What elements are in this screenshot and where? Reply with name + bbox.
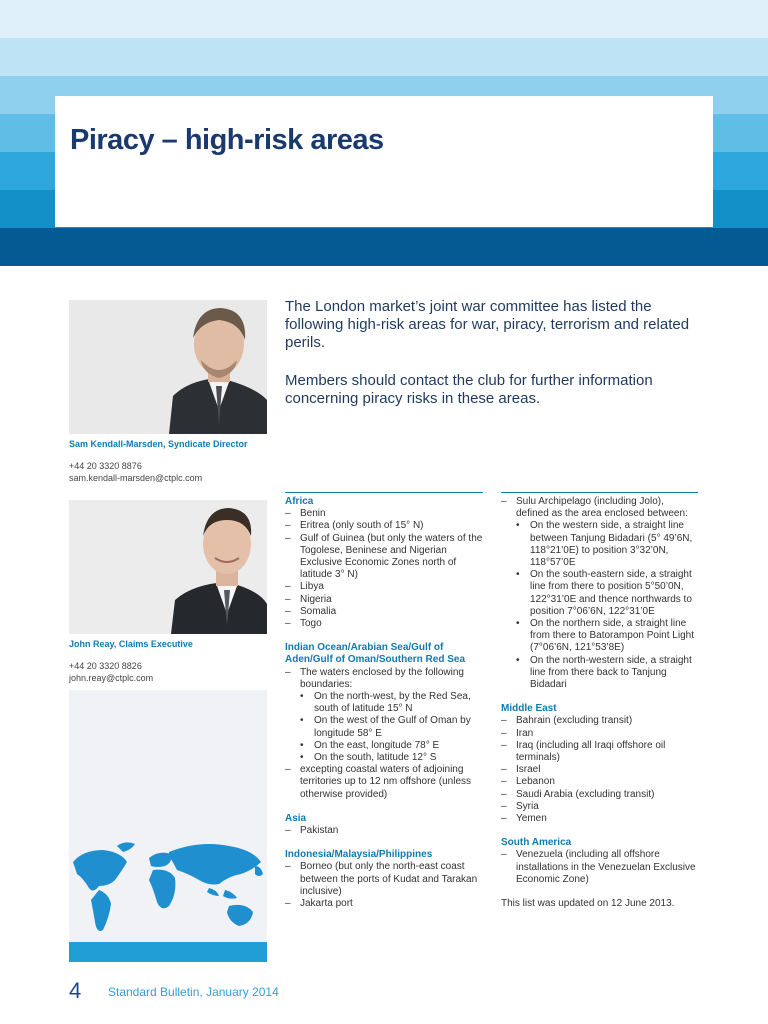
world-map-image: [69, 690, 267, 962]
header-band-2: [0, 38, 768, 76]
list-item: – Somalia: [285, 606, 483, 618]
heading-indian-ocean: Indian Ocean/Arabian Sea/Gulf of Aden/Gulf of Oman/Southern Red Sea: [285, 642, 466, 666]
column-right: [501, 496, 698, 910]
list-subitem: • On the south, latitude 12° S: [285, 752, 483, 764]
person-name-sam: Sam Kendall-Marsden, Syndicate Director: [69, 439, 248, 449]
list-item: – Jakarta port: [285, 898, 483, 910]
list-item: – The waters enclosed by the following boundaries:: [285, 667, 483, 691]
list-subitem: • On the north-west, by the Red Sea, south of latitude 15° N: [285, 691, 483, 715]
heading-middle-east: Middle East: [501, 703, 557, 715]
intro-paragraph-2: Members should contact the club for further information concerning piracy risks in these areas.: [285, 372, 653, 407]
person-name-john: John Reay, Claims Executive: [69, 639, 193, 649]
heading-asia: Asia: [285, 812, 307, 824]
list-item: – Pakistan: [285, 825, 483, 837]
list-item: – Nigeria: [285, 594, 483, 606]
list-item: – Iraq (including all Iraqi offshore oil terminals): [501, 740, 698, 764]
list-item: – Eritrea (only south of 15° N): [285, 520, 483, 532]
list-item: – Libya: [285, 581, 483, 593]
list-item: – Syria: [501, 801, 698, 813]
heading-africa: Africa: [285, 496, 314, 507]
column-middle: [285, 496, 483, 910]
intro-paragraph-1: The London market’s joint war committee has listed the following high-risk areas for war, piracy, terrorism and related perils.: [285, 298, 690, 351]
heading-south-america: South America: [501, 837, 572, 849]
contact-john: [69, 660, 153, 684]
heading-indonesia-malaysia-philippines: Indonesia/Malaysia/Philippines: [285, 849, 433, 861]
list-item: – Sulu Archipelago (including Jolo), defined as the area enclosed between:: [501, 496, 698, 520]
publication-name: Standard Bulletin, January 2014: [108, 985, 279, 999]
list-item: – Gulf of Guinea (but only the waters of the Togolese, Beninese and Nigerian Exclusive Economic Zones north of latitude 3° N): [285, 533, 483, 582]
contact-sam: [69, 460, 202, 484]
list-subitem: • On the northern side, a straight line from there to Batorampon Point Light (7°06’6N, 121°53’8E): [501, 618, 698, 655]
email-john[interactable]: john.reay@ctplc.com: [69, 673, 154, 683]
list-item: – Borneo (but only the north-east coast between the ports of Kudat and Tarakan inclusive): [285, 861, 483, 898]
list-item: – Iran: [501, 728, 698, 740]
list-subitem: • On the north-western side, a straight line from there back to Tanjung Bidadari: [501, 655, 698, 692]
list-subitem: • On the east, longitude 78° E: [285, 740, 483, 752]
list-item: – Venezuela (including all offshore installations in the Venezuelan Exclusive Economic Zone): [501, 849, 698, 886]
list-item: – Yemen: [501, 813, 698, 825]
header-band-7: [0, 228, 768, 266]
list-subitem: • On the west of the Gulf of Oman by longitude 58° E: [285, 715, 483, 739]
column-divider-left: [285, 492, 483, 493]
list-subitem: • On the south-eastern side, a straight line from there to position 5°50’0N, 122°31’0E and thence northwards to position 7°06’6N, 122°31’0E: [501, 569, 698, 618]
list-item: – Bahrain (excluding transit): [501, 715, 698, 727]
page-number: 4: [69, 978, 82, 1003]
email-sam[interactable]: sam.kendall-marsden@ctplc.com: [69, 473, 203, 483]
list-subitem: • On the western side, a straight line between Tanjung Bidadari (5° 49’6N, 118°21’0E) to position 3°32’0N, 118°57’0E: [501, 520, 698, 569]
list-item: – excepting coastal waters of adjoining territories up to 12 nm offshore (unless otherwise provided): [285, 764, 483, 801]
column-divider-right: [501, 492, 698, 493]
list-item: – Togo: [285, 618, 483, 630]
portrait-photo-sam: [69, 300, 267, 434]
list-item: – Israel: [501, 764, 698, 776]
title-box: [55, 96, 713, 227]
phone-sam: +44 20 3320 8876: [69, 461, 142, 471]
list-item: – Saudi Arabia (excluding transit): [501, 789, 698, 801]
header-band-1: [0, 0, 768, 38]
list-item: – Benin: [285, 508, 483, 520]
phone-john: +44 20 3320 8826: [69, 661, 142, 671]
world-map-panel: [69, 690, 267, 962]
list-item: – Lebanon: [501, 776, 698, 788]
update-note: This list was updated on 12 June 2013.: [501, 898, 675, 910]
portrait-photo-john: [69, 500, 267, 634]
page-title: Piracy – high-risk areas: [70, 124, 384, 156]
